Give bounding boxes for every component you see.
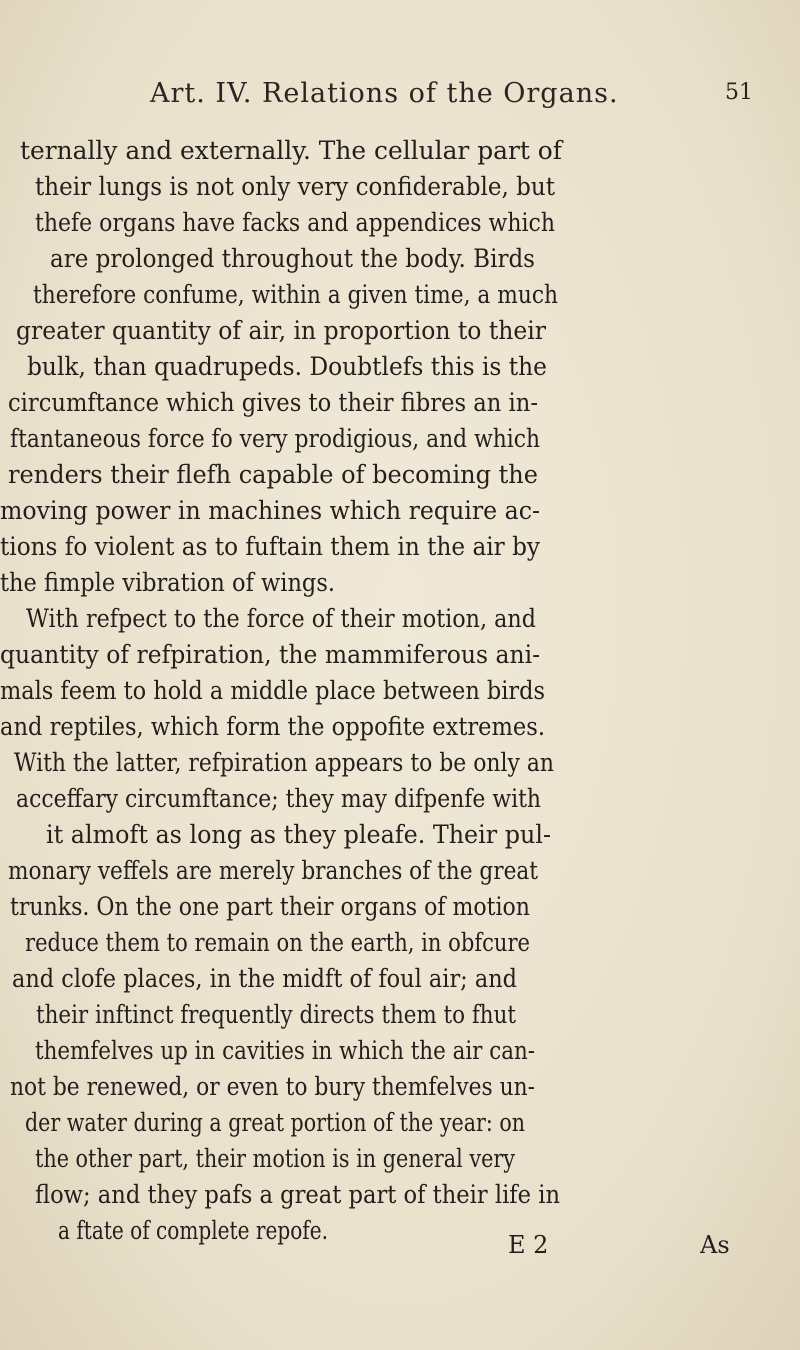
text-line: and reptiles, which form the oppofite extremes. (0, 712, 545, 741)
text-line: it almoft as long as they pleafe. Their pul- (46, 820, 551, 849)
text-line: not be renewed, or even to bury themfelves un- (10, 1072, 535, 1101)
text-line: their inftinct frequently directs them to fhut (36, 1000, 516, 1029)
text-line: quantity of refpiration, the mammiferous ani- (0, 640, 540, 669)
text-line: With the latter, refpiration appears to be only an (14, 748, 554, 777)
text-line: circumftance which gives to their fibres an in- (8, 388, 538, 417)
text-line: bulk, than quadrupeds. Doubtlefs this is the (27, 352, 547, 381)
text-line: themfelves up in cavities in which the air can- (35, 1036, 535, 1065)
text-line: thefe organs have facks and appendices which (35, 208, 555, 237)
catchword: As (700, 1231, 730, 1259)
text-line: and clofe places, in the midft of foul air; and (12, 964, 517, 993)
signature-mark: E 2 (508, 1231, 549, 1259)
page-footer (0, 1231, 800, 1265)
text-line: flow; and they pafs a great part of their life in (35, 1180, 560, 1209)
text-line: greater quantity of air, in proportion to their (16, 316, 546, 345)
text-line: are prolonged throughout the body. Birds (50, 244, 535, 273)
text-line: reduce them to remain on the earth, in obfcure (25, 928, 530, 957)
text-line: the fimple vibration of wings. (0, 568, 335, 597)
text-line: moving power in machines which require ac- (0, 496, 540, 525)
text-line: ternally and externally. The cellular part of (20, 136, 562, 165)
text-line: With refpect to the force of their motion, and (26, 604, 536, 633)
running-head (150, 78, 753, 122)
text-line: their lungs is not only very confiderable, but (35, 172, 555, 201)
text-line: tions fo violent as to fuftain them in the air by (0, 532, 540, 561)
text-line: der water during a great portion of the year: on (25, 1108, 525, 1137)
text-line: acceffary circumftance; they may difpenfe with (16, 784, 541, 813)
page-number: 51 (725, 80, 753, 105)
text-line: therefore confume, within a given time, a much (33, 280, 558, 309)
text-line: trunks. On the one part their organs of motion (10, 892, 530, 921)
text-line: renders their flefh capable of becoming the (8, 460, 538, 489)
text-line: ftantaneous force fo very prodigious, and which (10, 424, 540, 453)
running-title: Art. IV. Relations of the Organs. (150, 78, 619, 109)
text-line: the other part, their motion is in general very (35, 1144, 515, 1173)
text-line: mals feem to hold a middle place between birds (0, 676, 545, 705)
text-line: a ftate of complete repofe. (58, 1216, 328, 1245)
text-line: monary veffels are merely branches of the great (8, 856, 538, 885)
